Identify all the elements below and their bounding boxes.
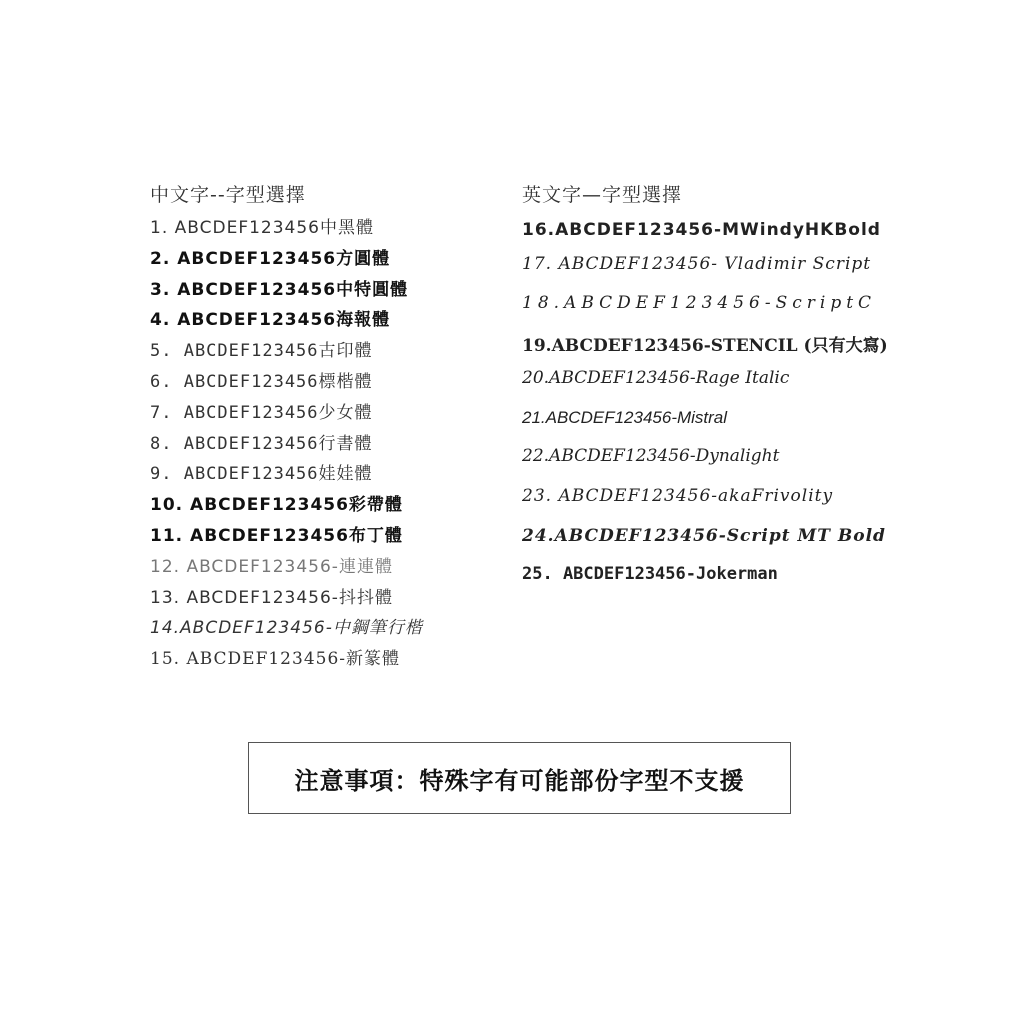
font-option-5: 5. ABCDEF123456古印體	[150, 341, 373, 362]
font-option-25: 25. ABCDEF123456-Jokerman	[522, 564, 778, 584]
font-option-8: 8. ABCDEF123456行書體	[150, 433, 373, 454]
font-option-2: 2. ABCDEF123456方圓體	[150, 248, 391, 269]
font-option-24: 24.ABCDEF123456-Script MT Bold	[522, 526, 886, 546]
font-option-18: 18.ABCDEF123456-ScriptC	[522, 293, 877, 313]
font-option-16: 16.ABCDEF123456-MWindyHKBold	[522, 220, 881, 240]
font-option-13: 13. ABCDEF123456-抖抖體	[150, 587, 393, 608]
font-option-23: 23. ABCDEF123456-akaFrivolity	[522, 486, 834, 506]
notice-text: 注意事項：特殊字有可能部份字型不支援	[294, 766, 745, 795]
font-option-10: 10. ABCDEF123456彩帶體	[150, 495, 403, 516]
chinese-font-section	[150, 180, 490, 675]
chinese-font-heading: 中文字--字型選擇	[150, 184, 306, 206]
english-font-heading: 英文字—字型選擇	[522, 184, 683, 206]
font-option-4: 4. ABCDEF123456海報體	[150, 310, 391, 331]
font-option-9: 9. ABCDEF123456娃娃體	[150, 464, 373, 485]
font-option-15: 15. ABCDEF123456-新篆體	[150, 649, 401, 670]
font-option-22: 22.ABCDEF123456-Dynalight	[522, 446, 780, 466]
font-option-12: 12. ABCDEF123456-連連體	[150, 556, 393, 577]
english-font-list	[522, 213, 962, 595]
font-option-6: 6. ABCDEF123456標楷體	[150, 371, 373, 392]
font-option-1: 1. ABCDEF123456中黑體	[150, 218, 374, 238]
font-option-21: 21.ABCDEF123456-Mistral	[522, 408, 728, 427]
chinese-font-list	[150, 213, 490, 675]
font-option-20: 20.ABCDEF123456-Rage Italic	[522, 368, 790, 388]
font-option-19: 19.ABCDEF123456-STENCIL (只有大寫)	[522, 336, 888, 356]
font-option-17: 17. ABCDEF123456- Vladimir Script	[522, 254, 872, 274]
notice-box	[248, 742, 791, 814]
font-option-7: 7. ABCDEF123456少女體	[150, 402, 373, 423]
english-font-section	[522, 180, 962, 595]
font-option-11: 11. ABCDEF123456布丁體	[150, 525, 403, 546]
font-option-14: 14.ABCDEF123456-中鋼筆行楷	[150, 618, 423, 639]
font-option-3: 3. ABCDEF123456中特圓體	[150, 279, 409, 300]
